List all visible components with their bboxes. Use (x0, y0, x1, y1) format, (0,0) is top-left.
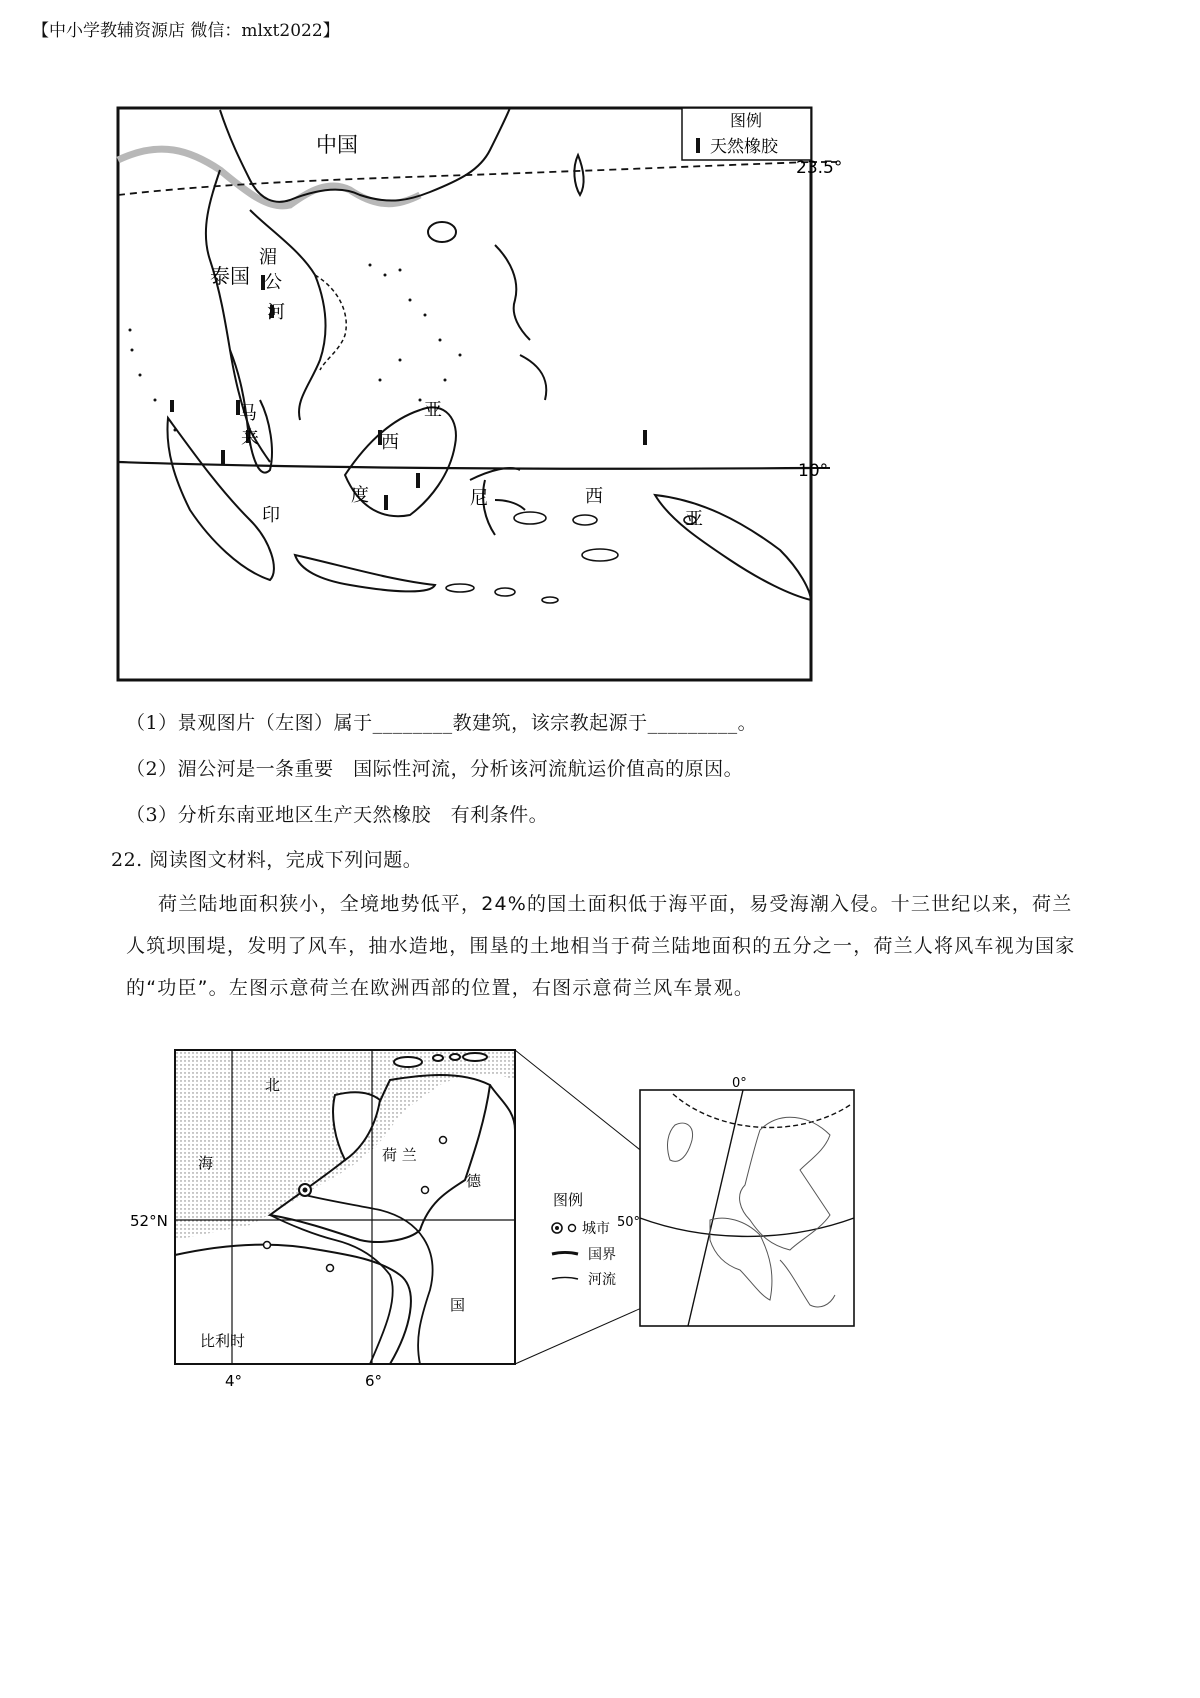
lat-23-label: 23.5° (796, 158, 843, 178)
paragraph-text: 荷兰陆地面积狭小，全境地势低平，24%的国土面积低于海平面，易受海潮入侵。十三世纪以来，荷兰人筑坝围堤，发明了风车，抽水造地，围垦的土地相当于荷兰陆地面积的五分之一，荷兰人将风车视为国家的“功臣”。左图示意荷兰在欧洲西部的位置，右图示意荷兰风车景观。 (126, 893, 1076, 999)
malaysia-label-4: 亚 (424, 400, 442, 421)
lat-50-label: 50° (617, 1215, 641, 1230)
legend-river: 河流 (588, 1272, 616, 1288)
malaysia-label-1: 马 (239, 403, 257, 424)
legend-border: 国界 (588, 1247, 616, 1263)
china-label: 中国 (316, 133, 358, 157)
question-1: （1）景观图片（左图）属于________教建筑，该宗教起源于_________。 (126, 712, 758, 734)
legend-city: 城市 (582, 1221, 610, 1237)
mekong-label-1: 湄 (259, 247, 277, 268)
lon-6-label: 6° (365, 1372, 383, 1390)
thailand-label: 泰国 (210, 264, 250, 288)
north-sea-label-2: 海 (198, 1154, 214, 1172)
netherlands-label: 荷 兰 (382, 1146, 417, 1164)
north-sea-label-1: 北 (265, 1076, 281, 1094)
legend-title: 图例 (729, 111, 763, 130)
question-2: （2）湄公河是一条重要 国际性河流，分析该河流航运价值高的原因。 (126, 758, 744, 780)
question-22: 22. 阅读图文材料，完成下列问题。 (111, 849, 423, 871)
southeast-asia-map (100, 100, 920, 690)
material-paragraph (126, 883, 1092, 1009)
indonesia-label-3: 尼 (470, 488, 488, 509)
malaysia-label-2: 来 (241, 428, 259, 449)
legend-rubber: 天然橡胶 (710, 137, 778, 157)
header-watermark: 【中小学教辅资源店 微信：mlxt2022】 (32, 21, 340, 41)
germany-label-2: 国 (450, 1296, 466, 1314)
indonesia-label-1: 印 (262, 505, 280, 526)
germany-label-1: 德 (466, 1172, 482, 1190)
indonesia-label-4: 西 (585, 486, 603, 507)
mekong-label-3: 河 (267, 302, 285, 323)
netherlands-map (120, 1040, 940, 1430)
belgium-label: 比利时 (200, 1332, 246, 1350)
lon-0-label: 0° (732, 1076, 747, 1091)
lat-10-label: 10° (798, 461, 829, 481)
nl-legend-title: 图例 (553, 1191, 584, 1209)
question-3: （3）分析东南亚地区生产天然橡胶 有利条件。 (126, 804, 549, 826)
indonesia-label-2: 度 (351, 485, 369, 506)
malaysia-label-3: 西 (381, 432, 399, 453)
lon-4-label: 4° (225, 1372, 243, 1390)
lat-52-label: 52°N (130, 1212, 168, 1230)
mekong-label-2: 公 (264, 272, 282, 293)
indonesia-label-5: 亚 (685, 509, 703, 530)
